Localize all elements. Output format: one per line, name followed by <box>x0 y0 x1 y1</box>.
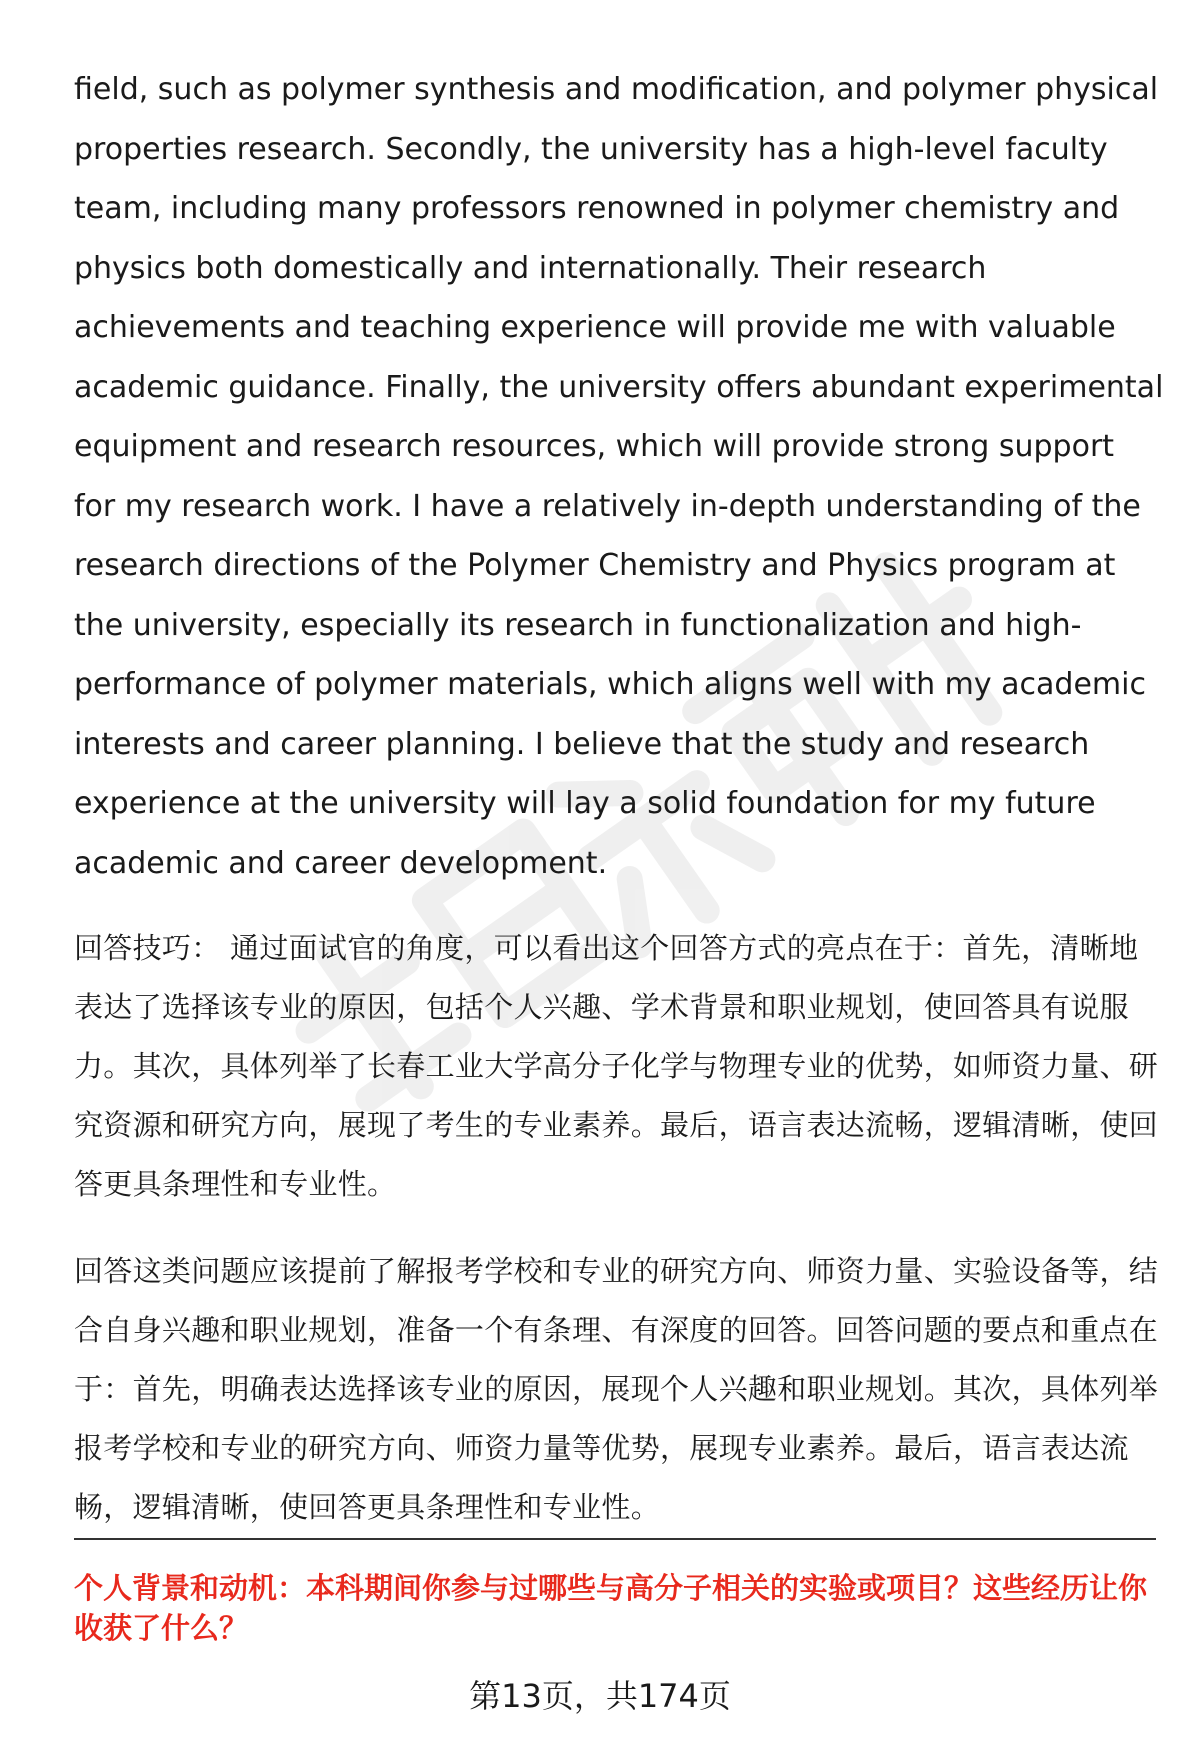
page-number: 第13页，共174页 <box>469 1677 731 1715</box>
section-divider <box>74 1538 1156 1540</box>
answer-guidance-paragraph: 回答这类问题应该提前了解报考学校和专业的研究方向、师资力量、实验设备等，结合自身兴趣和职业规划，准备一个有条理、有深度的回答。回答问题的要点和重点在于：首先，明确表达选择该专业的原因，展现个人兴趣和职业规划。其次，具体列举报考学校和专业的研究方向、师资力量等优势，展现专业素养。最后，语言表达流畅，逻辑清晰，使回答更具条理性和专业性。 <box>74 1254 1159 1524</box>
english-answer-paragraph: field, such as polymer synthesis and modification, and polymer physical properties research. Secondly, the university has a high-level faculty team, including many professors renowned in polymer chemistry and physics both domestically and internationally. Their research achievements and teaching experience will provide me with valuable academic guidance. Finally, the university offers abundant experimental equipment and research resources, which will provide strong support for my research work. I have a relatively in-depth understanding of the research directions of the Polymer Chemistry and Physics program at the university, especially its research in functionalization and high-performance of polymer materials, which aligns well with my academic interests and career planning. I believe that the study and research experience at the university will lay a solid foundation for my future academic and career development. <box>74 72 1164 881</box>
page-content <box>74 60 1164 1537</box>
next-question-heading: 个人背景和动机：本科期间你参与过哪些与高分子相关的实验或项目？这些经历让你收获了什么？ <box>74 1571 1148 1645</box>
answer-tip-paragraph: 回答技巧： 通过面试官的角度，可以看出这个回答方式的亮点在于：首先，清晰地表达了选择该专业的原因，包括个人兴趣、学术背景和职业规划，使回答具有说服力。其次，具体列举了长春工业大学高分子化学与物理专业的优势，如师资力量、研究资源和研究方向，展现了考生的专业素养。最后，语言表达流畅，逻辑清晰，使回答更具条理性和专业性。 <box>74 931 1159 1201</box>
